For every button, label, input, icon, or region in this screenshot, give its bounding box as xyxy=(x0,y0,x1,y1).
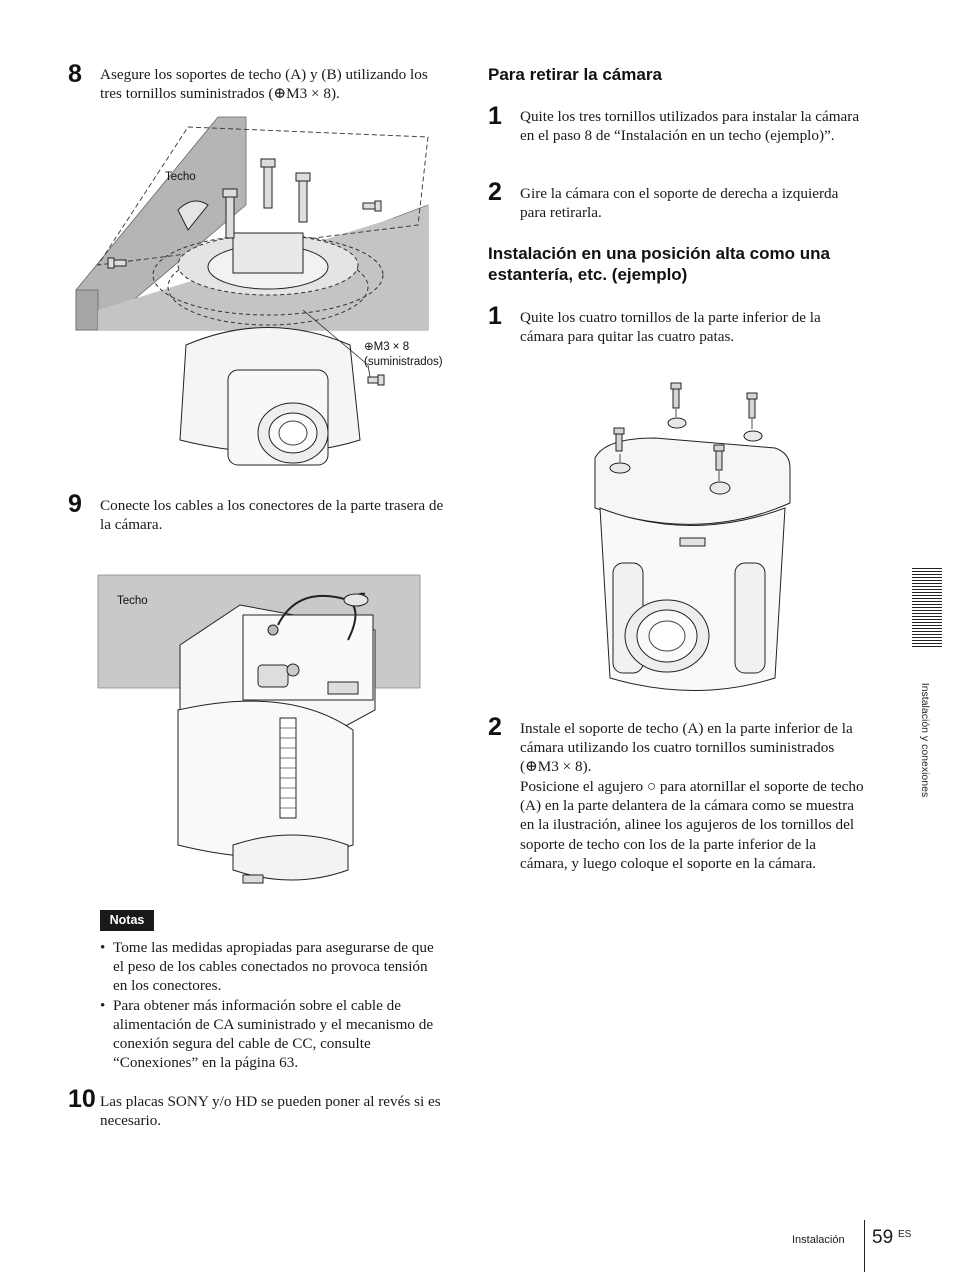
camera-legs-illustration xyxy=(585,378,795,693)
high-step-2-number: 2 xyxy=(488,713,502,741)
remove-step-1-text: Quite los tres tornillos utilizados para instalar la cámara en el paso 8 de “Instalación en un techo (ejemplo)”. xyxy=(520,108,860,145)
note-item-1: • Tome las medidas apropiadas para asegurarse de que el peso de los cables conectados no provoca tensión en los conectores. xyxy=(98,938,443,996)
footer-section-name: Instalación xyxy=(792,1234,845,1246)
high-step-1-number: 1 xyxy=(488,302,502,330)
figure1-screw-label: ⊕M3 × 8 xyxy=(364,341,410,353)
step-8-number: 8 xyxy=(68,60,82,88)
high-step-1-text: Quite los cuatro tornillos de la parte inferior de la cámara para quitar las cuatro patas. xyxy=(520,309,821,346)
side-section-label: Instalación y conexiones xyxy=(919,682,931,798)
step-10-text: Las placas SONY y/o HD se pueden poner al revés si es necesario. xyxy=(100,1093,441,1130)
step-8-text: Asegure los soportes de techo (A) y (B) utilizando los tres tornillos suministrados (⊕M3 × 8). xyxy=(100,66,428,103)
section-high-position-heading: Instalación en una posición alta como una estantería, etc. (ejemplo) xyxy=(488,244,830,284)
footer-divider xyxy=(864,1220,865,1272)
high-step-2-text: Instale el soporte de techo (A) en la parte inferior de la cámara utilizando los cuatro tornillos suministrados (⊕M3 × 8). xyxy=(520,720,853,776)
step-10-number: 10 xyxy=(68,1085,96,1113)
section-tab-marker xyxy=(912,568,942,648)
ceiling-mount-illustration xyxy=(68,115,448,480)
notes-list xyxy=(98,938,443,1072)
high-step-2-text-para2: Posicione el agujero ○ para atornillar el soporte de techo (A) en la parte delantera de la cámara como se muestra en la ilustración, alinee los agujeros de los tornillos del soporte de techo con los de la parte inferior de la cámara, y luego coloque el soporte en la cámara. xyxy=(520,778,864,872)
remove-step-2-text: Gire la cámara con el soporte de derecha a izquierda para retirarla. xyxy=(520,185,839,222)
remove-step-1-number: 1 xyxy=(488,102,502,130)
cable-connection-illustration xyxy=(98,570,423,890)
figure2-ceiling-label: Techo xyxy=(117,595,148,607)
notes-badge: Notas xyxy=(100,910,154,931)
section-remove-camera-heading: Para retirar la cámara xyxy=(488,65,662,84)
page-language: ES xyxy=(898,1229,912,1240)
note-item-2: • Para obtener más información sobre el cable de alimentación de CA suministrado y el mecanismo de conexión segura del cable de CC, consulte “Conexiones” en la página 63. xyxy=(98,996,443,1073)
figure1-ceiling-label: Techo xyxy=(165,171,196,183)
step-9-number: 9 xyxy=(68,490,82,518)
page-number: 59 xyxy=(872,1227,894,1248)
remove-step-2-number: 2 xyxy=(488,178,502,206)
figure1-screw-sublabel: (suministrados) xyxy=(364,356,443,368)
step-9-text: Conecte los cables a los conectores de la parte trasera de la cámara. xyxy=(100,497,444,534)
